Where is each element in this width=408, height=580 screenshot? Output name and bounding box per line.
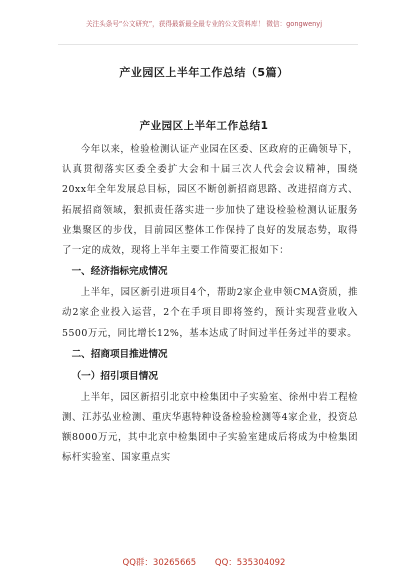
paragraph-recruited: 上半年，园区新招引北京中检集团中子实验室、徐州中岩工程检测、江苏弘业检测、重庆华惠特种设备检验检测等4家企业，投资总额8000万元，其中北京中检集团中子实验室建成后将成为中检集团标杆实验室、国家重点实 — [62, 391, 358, 464]
header-divider — [58, 44, 358, 45]
subheading-recruited-projects: （一）招引项目情况 — [71, 370, 158, 382]
paragraph-intro: 今年以来，检验检测认证产业园在区委、区政府的正确领导下，认真贯彻落实区委全委扩大会和十届三次人代会会议精神，围绕20xx年全年发展总目标，园区不断创新招商思路、改进招商方式、拓展招商领域，狠抓责任落实进一步加快了建设检验检测认证服务业集聚区的步伐，目前园区整体工作保持了良好的发展态势，取得了一定的成效，现将上半年主要工作简要汇报如下： — [62, 144, 358, 257]
document-body — [62, 140, 358, 469]
footer-qq-group: QQ群：30265665 — [122, 558, 197, 568]
header-banner: 关注头条号“公文研究”，获得最新最全最专业的公文资料库！ 微信：gongwenyj — [85, 20, 323, 28]
heading-project-progress: 二、招商项目推进情况 — [71, 348, 168, 360]
footer-qq: QQ：535304092 — [214, 558, 286, 568]
heading-economic-indicators: 一、经济指标完成情况 — [71, 266, 168, 278]
footer-contact — [0, 556, 408, 568]
document-title: 产业园区上半年工作总结（5篇） — [119, 66, 289, 79]
paragraph-economic: 上半年，园区新引进项目4个，帮助2家企业申领CMA资质，推动2家企业投入运营，2个在手项目即将签约，预计实现营业收入5500万元，同比增长12%，基本达成了时间过半任务过半的要求。 — [62, 287, 358, 339]
section-title: 产业园区上半年工作总结1 — [139, 120, 269, 132]
